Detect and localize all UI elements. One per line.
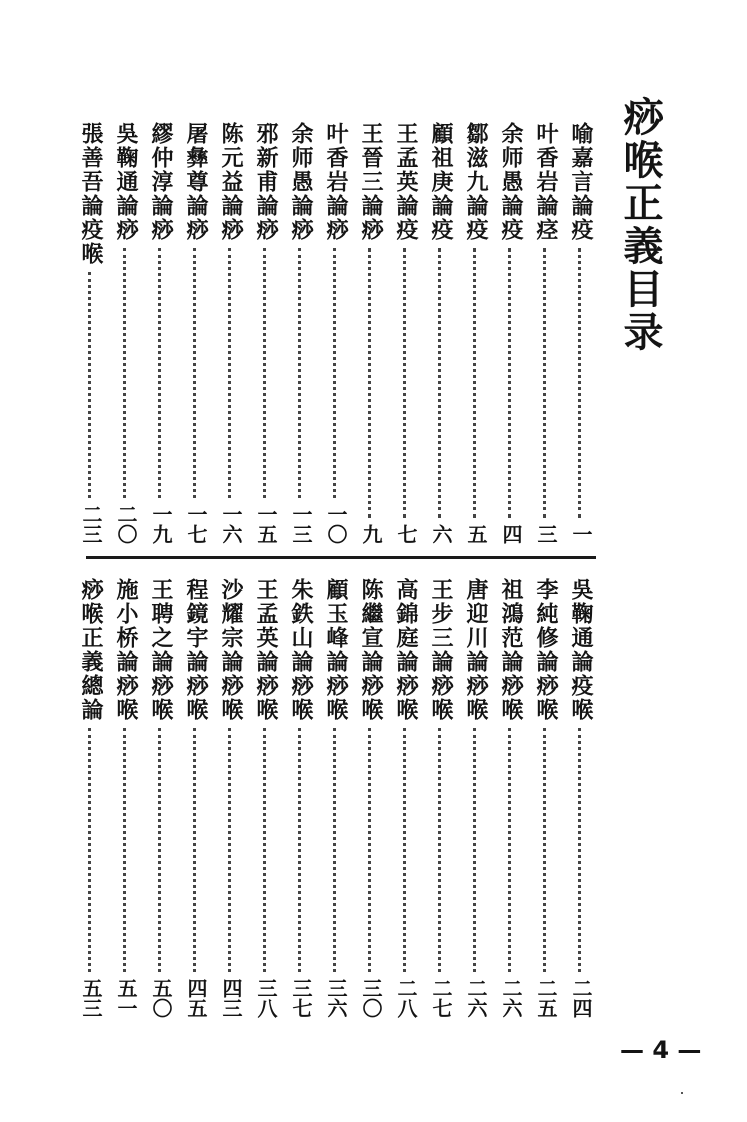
dot-leader — [123, 248, 129, 498]
toc-lower-columns — [78, 578, 598, 1018]
entry-title: 陈繼宣論痧喉 — [358, 578, 384, 722]
toc-entry[interactable] — [181, 122, 211, 544]
entry-page-number: 一七 — [184, 504, 208, 544]
toc-lower-section — [78, 578, 598, 1018]
dot-leader — [88, 272, 94, 498]
toc-entry[interactable] — [391, 122, 421, 544]
toc-entry[interactable] — [76, 122, 106, 544]
toc-entry[interactable] — [426, 578, 456, 1018]
entry-page-number: 二〇 — [114, 504, 138, 544]
entry-page-number: 四五 — [184, 978, 208, 1018]
entry-page-number: 三七 — [289, 978, 313, 1018]
dot-leader — [158, 728, 164, 972]
page-number: — 4 — — [620, 1036, 702, 1064]
dot-leader — [158, 248, 164, 498]
dot-leader — [368, 248, 374, 518]
toc-entry[interactable] — [146, 578, 176, 1018]
dot-leader — [438, 728, 444, 972]
entry-page-number: 四 — [499, 524, 523, 544]
dot-leader — [193, 248, 199, 498]
dot-leader — [508, 728, 514, 972]
entry-title: 王步三論痧喉 — [428, 578, 454, 722]
entry-page-number: 三〇 — [359, 978, 383, 1018]
entry-title: 陈元益論痧 — [218, 122, 244, 242]
toc-entry[interactable] — [391, 578, 421, 1018]
toc-entry[interactable] — [286, 578, 316, 1018]
entry-page-number: 四三 — [219, 978, 243, 1018]
entry-page-number: 三八 — [254, 978, 278, 1018]
entry-title: 程鏡宇論痧喉 — [183, 578, 209, 722]
toc-entry[interactable] — [76, 578, 106, 1018]
entry-title: 朱鉄山論痧喉 — [288, 578, 314, 722]
entry-title: 鄒滋九論疫 — [463, 122, 489, 242]
entry-page-number: 七 — [394, 524, 418, 544]
entry-title: 屠彝尊論痧 — [183, 122, 209, 242]
dot-leader — [123, 728, 129, 972]
entry-title: 喻嘉言論疫 — [568, 122, 594, 242]
toc-entry[interactable] — [146, 122, 176, 544]
entry-page-number: 二五 — [534, 978, 558, 1018]
section-divider — [86, 556, 596, 559]
entry-title: 余师愚論痧 — [288, 122, 314, 242]
toc-entry[interactable] — [251, 122, 281, 544]
toc-entry[interactable] — [111, 122, 141, 544]
dot-leader — [578, 248, 584, 518]
toc-entry[interactable] — [566, 578, 596, 1018]
dot-leader — [298, 248, 304, 498]
entry-page-number: 三六 — [324, 978, 348, 1018]
entry-title: 繆仲淳論痧 — [148, 122, 174, 242]
entry-page-number: 一九 — [149, 504, 173, 544]
dot-leader — [333, 728, 339, 972]
dot-leader — [368, 728, 374, 972]
entry-page-number: 一 — [569, 524, 593, 544]
dot-leader — [578, 728, 584, 972]
entry-page-number: 一五 — [254, 504, 278, 544]
entry-page-number: 五 — [464, 524, 488, 544]
entry-title: 吳鞠通論痧 — [113, 122, 139, 242]
entry-page-number: 二八 — [394, 978, 418, 1018]
dot-leader — [228, 728, 234, 972]
entry-page-number: 五三 — [79, 978, 103, 1018]
toc-entry[interactable] — [321, 578, 351, 1018]
dot-leader — [228, 248, 234, 498]
entry-title: 叶香岩論痧 — [323, 122, 349, 242]
entry-title: 叶香岩論痉 — [533, 122, 559, 242]
toc-entry[interactable] — [356, 122, 386, 544]
dot-leader — [193, 728, 199, 972]
entry-title: 祖鴻范論痧喉 — [498, 578, 524, 722]
toc-upper-section — [78, 122, 598, 544]
entry-title: 邪新甫論痧 — [253, 122, 279, 242]
toc-entry[interactable] — [566, 122, 596, 544]
entry-page-number: 二六 — [499, 978, 523, 1018]
entry-title: 施小桥論痧喉 — [113, 578, 139, 722]
toc-entry[interactable] — [216, 122, 246, 544]
page-title: 痧喉正義目录 — [617, 96, 664, 354]
dot-leader — [298, 728, 304, 972]
dot-leader — [403, 248, 409, 518]
entry-title: 痧喉正義總論 — [78, 578, 104, 722]
dot-leader — [473, 248, 479, 518]
toc-entry[interactable] — [286, 122, 316, 544]
dot-leader — [473, 728, 479, 972]
toc-entry[interactable] — [356, 578, 386, 1018]
entry-page-number: 二七 — [429, 978, 453, 1018]
toc-entry[interactable] — [181, 578, 211, 1018]
entry-page-number: 五〇 — [149, 978, 173, 1018]
entry-title: 顧祖庚論疫 — [428, 122, 454, 242]
entry-page-number: 三 — [534, 524, 558, 544]
entry-title: 李純修論痧喉 — [533, 578, 559, 722]
entry-page-number: 六 — [429, 524, 453, 544]
toc-entry[interactable] — [496, 122, 526, 544]
dot-leader — [333, 248, 339, 498]
dot-leader — [403, 728, 409, 972]
entry-page-number: 九 — [359, 524, 383, 544]
entry-title: 沙耀宗論痧喉 — [218, 578, 244, 722]
toc-entry[interactable] — [251, 578, 281, 1018]
toc-entry[interactable] — [321, 122, 351, 544]
toc-upper-columns — [78, 122, 598, 544]
entry-page-number: 一三 — [289, 504, 313, 544]
toc-entry[interactable] — [426, 122, 456, 544]
entry-page-number: 二三 — [79, 504, 103, 544]
dot-leader — [543, 728, 549, 972]
dot-leader — [88, 728, 94, 972]
entry-title: 王晉三論痧 — [358, 122, 384, 242]
entry-title: 唐迎川論痧喉 — [463, 578, 489, 722]
dot-leader — [438, 248, 444, 518]
toc-entry[interactable] — [111, 578, 141, 1018]
toc-entry[interactable] — [496, 578, 526, 1018]
dot-leader — [263, 248, 269, 498]
scan-speck — [681, 1092, 683, 1094]
entry-page-number: 一六 — [219, 504, 243, 544]
toc-entry[interactable] — [531, 122, 561, 544]
entry-page-number: 二六 — [464, 978, 488, 1018]
toc-entry[interactable] — [531, 578, 561, 1018]
entry-title: 吳鞠通論疫喉 — [568, 578, 594, 722]
entry-page-number: 一〇 — [324, 504, 348, 544]
entry-title: 高錦庭論痧喉 — [393, 578, 419, 722]
entry-title: 顧玉峰論痧喉 — [323, 578, 349, 722]
dot-leader — [543, 248, 549, 518]
entry-title: 王聘之論痧喉 — [148, 578, 174, 722]
entry-title: 余师愚論疫 — [498, 122, 524, 242]
toc-entry[interactable] — [461, 578, 491, 1018]
entry-page-number: 二四 — [569, 978, 593, 1018]
entry-title: 王孟英論疫 — [393, 122, 419, 242]
entry-title: 王孟英論痧喉 — [253, 578, 279, 722]
dot-leader — [263, 728, 269, 972]
toc-entry[interactable] — [461, 122, 491, 544]
dot-leader — [508, 248, 514, 518]
entry-title: 張善吾論疫喉 — [78, 122, 104, 266]
toc-entry[interactable] — [216, 578, 246, 1018]
entry-page-number: 五一 — [114, 978, 138, 1018]
